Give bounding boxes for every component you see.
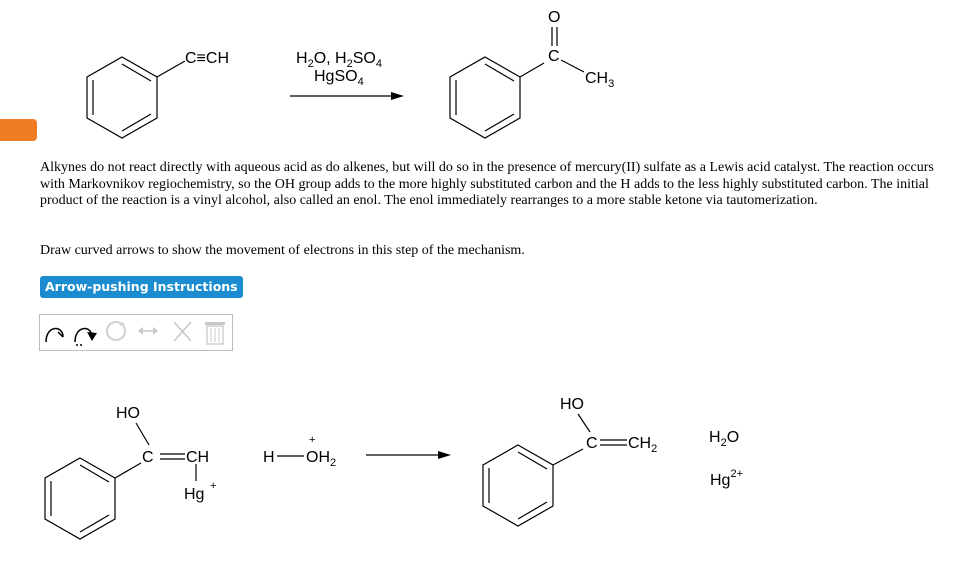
methyl-group: $CH_3$ — [585, 70, 615, 90]
reagents-line2: HgSO$_4$ — [314, 68, 364, 88]
enol-carbon-right: C — [586, 435, 598, 452]
double-barb-arrow-icon[interactable] — [70, 317, 99, 347]
ring-icon[interactable] — [102, 317, 131, 347]
top-reactant-benzene — [87, 57, 185, 138]
mercury-ion: $Hg^{2+}$ — [710, 468, 743, 489]
reaction-arrow — [290, 92, 404, 100]
mechanism-arrow — [366, 451, 451, 459]
mercury-charge: + — [210, 480, 217, 492]
question-prompt: Draw curved arrows to show the movement of electrons in this step of the mechanism. — [40, 243, 525, 258]
mechanism-right-benzene — [483, 414, 627, 526]
vinyl-ch-left: CH — [186, 449, 210, 466]
double-headed-arrow-icon[interactable] — [134, 317, 163, 347]
drawing-toolbar — [39, 314, 233, 351]
hydronium-charge: + — [309, 434, 316, 446]
reagents-line1: $H_2O$, $H_2SO_4$ — [296, 50, 382, 70]
carbonyl-oxygen: O — [548, 9, 561, 26]
carbonyl-carbon: C — [548, 48, 560, 65]
top-product-benzene — [450, 27, 584, 138]
hydronium-hydrogen: H — [263, 449, 275, 466]
mechanism-left-benzene — [45, 423, 196, 539]
arrow-pushing-instructions-button[interactable]: Arrow-pushing Instructions — [40, 276, 243, 298]
water-molecule: $H_2O$ — [709, 429, 740, 449]
hydronium-oxygen: $OH_2$ — [306, 449, 337, 469]
delete-x-icon[interactable] — [168, 317, 197, 347]
enol-hydroxyl-right: HO — [560, 396, 584, 413]
mercury-substituent: Hg — [184, 486, 205, 503]
single-barb-arrow-icon[interactable] — [41, 317, 70, 347]
trash-icon[interactable] — [200, 317, 229, 347]
explanation-paragraph: Alkynes do not react directly with aqueous acid as do alkenes, but will do so in the presence of mercury(II) sulfate as a Lewis acid catalyst. The reaction occurs with Markovnikov regiochemistry, so the OH group adds to the more highly substituted carbon and the H adds to the less highly substituted carbon. The initial product of the reaction is a vinyl alcohol, also called an enol. The enol immediately rearranges to a more stable ketone via tautomerization. — [40, 160, 934, 209]
alkyne-group-label: C≡CH — [185, 50, 229, 67]
vinyl-carbon-left: C — [142, 449, 154, 466]
enol-hydroxyl-left: HO — [116, 405, 140, 422]
methylene-group: $CH_2$ — [628, 435, 658, 455]
